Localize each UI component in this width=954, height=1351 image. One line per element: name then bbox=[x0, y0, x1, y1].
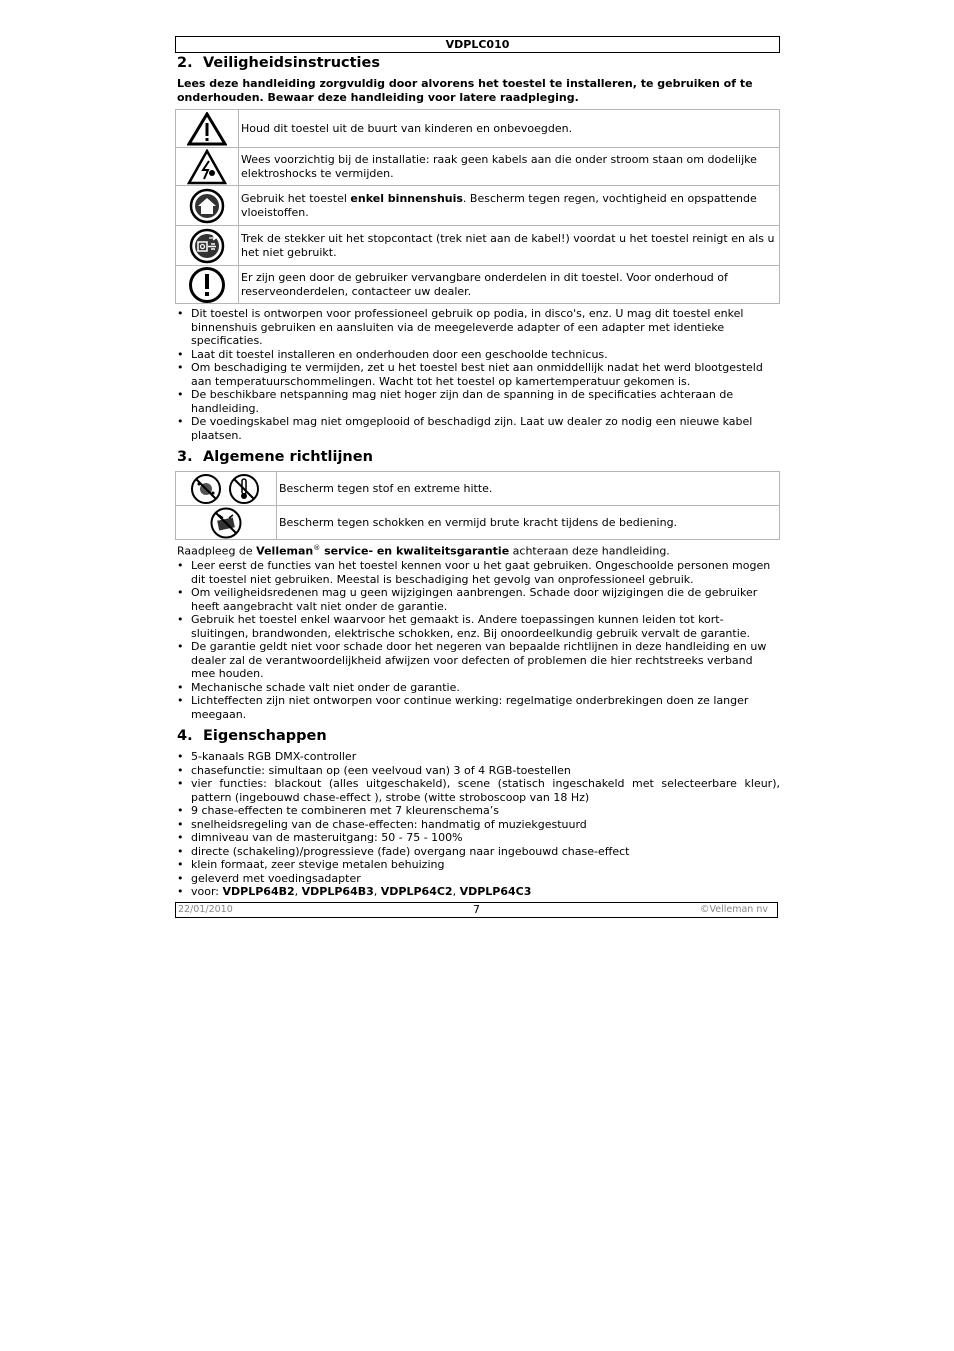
indoor-text-post: . Bescherm tegen regen, vochtigheid en opspattende vloeistoffen. bbox=[241, 192, 757, 219]
indoor-text-bold: enkel binnenshuis bbox=[350, 192, 463, 205]
list-item: • Gebruik het toestel enkel waarvoor het gemaakt is. Andere toepassingen kunnen leiden tot kort-sluitingen, brandwonden, elektrische schokken, enz. Bij onoordeelkundig gebruik vervalt de garantie. bbox=[175, 613, 780, 640]
model-name: VDPLP64C3 bbox=[459, 885, 532, 899]
section-3-number: 3. bbox=[177, 449, 193, 465]
manual-page bbox=[175, 36, 780, 899]
list-item: • Laat dit toestel installeren en onderhouden door een geschoolde technicus. bbox=[175, 348, 780, 362]
list-item: • 5-kanaals RGB DMX-controller bbox=[175, 750, 780, 764]
list-item-models bbox=[175, 885, 780, 899]
model-name: VDPLP64C2 bbox=[380, 885, 453, 899]
footer-page-number: 7 bbox=[473, 903, 480, 916]
safety-row-text: Er zijn geen door de gebruiker vervangbare onderdelen in dit toestel. Voor onderhoud of reserveonderdelen, contacteer uw dealer. bbox=[239, 266, 780, 304]
list-item: • klein formaat, zeer stevige metalen behuizing bbox=[175, 858, 780, 872]
section-2-bullets bbox=[175, 307, 780, 442]
safety-symbol-table bbox=[175, 109, 780, 304]
safety-row-text: Wees voorzichtig bij de installatie: raak geen kabels aan die onder stroom staan om dodelijke elektroshocks te vermijden. bbox=[239, 148, 780, 186]
list-item: • De garantie geldt niet voor schade door het negeren van bepaalde richtlijnen in deze handleiding en uw dealer zal de verantwoordelijkheid afwijzen voor defecten of problemen die hier rechtstreeks verband mee houden. bbox=[175, 640, 780, 681]
section-2-heading bbox=[177, 55, 780, 71]
list-item: • 9 chase-effecten te combineren met 7 kleurenschema’s bbox=[175, 804, 780, 818]
list-item: • De voedingskabel mag niet omgeplooid of beschadigd zijn. Laat uw dealer zo nodig een nieuwe kabel plaatsen. bbox=[175, 415, 780, 442]
footer-copyright: ©Velleman nv bbox=[700, 904, 768, 915]
safety-row-text: Trek de stekker uit het stopcontact (trek niet aan de kabel!) voordat u het toestel reinigt en als u het niet gebruikt. bbox=[239, 226, 780, 266]
list-item: • Leer eerst de functies van het toestel kennen voor u het gaat gebruiken. Ongeschoolde personen mogen dit toestel niet gebruiken. Meestal is beschadiging het gevolg van onprofessioneel gebruik. bbox=[175, 559, 780, 586]
section-4-bullets bbox=[175, 750, 780, 899]
list-item: • chasefunctie: simultaan op (een veelvoud van) 3 of 4 RGB-toestellen bbox=[175, 764, 780, 778]
exclamation-icon bbox=[176, 266, 239, 304]
section-2-title: Veiligheidsinstructies bbox=[203, 55, 380, 71]
section-4-heading bbox=[177, 728, 780, 744]
note-pre: Raadpleeg de bbox=[177, 544, 257, 558]
safety-row-text: Houd dit toestel uit de buurt van kinderen en onbevoegden. bbox=[239, 110, 780, 148]
model-name: VDPLP64B3 bbox=[301, 885, 374, 899]
safety-row-text bbox=[239, 186, 780, 226]
shock-icon bbox=[176, 506, 277, 540]
note-reg: ® bbox=[313, 544, 321, 552]
indoor-only-icon bbox=[176, 186, 239, 226]
guideline-row-text: Bescherm tegen schokken en vermijd brute kracht tijdens de bediening. bbox=[277, 506, 780, 540]
list-item: • geleverd met voedingsadapter bbox=[175, 872, 780, 886]
list-item: • dimniveau van de masteruitgang: 50 - 75 - 100% bbox=[175, 831, 780, 845]
unplug-icon bbox=[176, 226, 239, 266]
indoor-text-pre: Gebruik het toestel bbox=[241, 192, 351, 205]
list-item: • Mechanische schade valt niet onder de garantie. bbox=[175, 681, 780, 695]
list-item: • Om veiligheidsredenen mag u geen wijzigingen aanbrengen. Schade door wijzigingen die de gebruiker heeft aangebracht valt niet onder de garantie. bbox=[175, 586, 780, 613]
section-2-intro: Lees deze handleiding zorgvuldig door alvorens het toestel te installeren, te gebruiken of te onderhouden. Bewaar deze handleiding voor latere raadpleging. bbox=[177, 77, 753, 104]
list-item: • Dit toestel is ontworpen voor professioneel gebruik op podia, in disco's, enz. U mag dit toestel enkel binnenshuis gebruiken en aansluiten via de meegeleverde adapter of een adapter met identieke specificaties. bbox=[175, 307, 780, 348]
list-item: • Om beschadiging te vermijden, zet u het toestel best niet aan onmiddellijk nadat het werd blootgesteld aan temperatuurschommelingen. Wacht tot het toestel op kamertemperatuur gekomen is. bbox=[175, 361, 780, 388]
guideline-row-text: Bescherm tegen stof en extreme hitte. bbox=[277, 472, 780, 506]
page-footer bbox=[175, 902, 778, 918]
header-model: VDPLC010 bbox=[175, 36, 780, 53]
models-separator: , bbox=[373, 885, 381, 899]
list-item: • snelheidsregeling van de chase-effecten: handmatig of muziekgestuurd bbox=[175, 818, 780, 832]
models-prefix: voor: bbox=[191, 885, 223, 899]
list-item: • vier functies: blackout (alles uitgeschakeld), scene (statisch ingeschakeld met selecteerbare kleur), pattern (ingebouwd chase-effect ), strobe (witte stroboscoop van 18 Hz) bbox=[175, 777, 780, 804]
note-post: achteraan deze handleiding. bbox=[509, 544, 670, 558]
dust-heat-icon bbox=[176, 472, 277, 506]
model-name: VDPLP64B2 bbox=[222, 885, 295, 899]
section-3-title: Algemene richtlijnen bbox=[203, 449, 373, 465]
models-separator: , bbox=[452, 885, 460, 899]
warranty-note bbox=[177, 542, 780, 558]
section-4-number: 4. bbox=[177, 728, 193, 745]
models-separator: , bbox=[294, 885, 302, 899]
list-item: • Lichteffecten zijn niet ontworpen voor continue werking: regelmatige onderbrekingen doen ze langer meegaan. bbox=[175, 694, 780, 721]
section-3-heading bbox=[177, 449, 780, 465]
section-4-title: Eigenschappen bbox=[203, 728, 327, 745]
list-item: • De beschikbare netspanning mag niet hoger zijn dan de spanning in de specificaties achteraan de handleiding. bbox=[175, 388, 780, 415]
section-3-bullets bbox=[175, 559, 780, 721]
warning-triangle-icon bbox=[176, 110, 239, 148]
list-item: • directe (schakeling)/progressieve (fade) overgang naar ingebouwd chase-effect bbox=[175, 845, 780, 859]
note-bold: service- en kwaliteitsgarantie bbox=[320, 544, 510, 558]
guideline-symbol-table bbox=[175, 471, 780, 540]
electric-shock-icon bbox=[176, 148, 239, 186]
footer-date: 22/01/2010 bbox=[178, 904, 233, 915]
section-2-number: 2. bbox=[177, 55, 193, 71]
note-brand: Velleman bbox=[256, 544, 314, 558]
